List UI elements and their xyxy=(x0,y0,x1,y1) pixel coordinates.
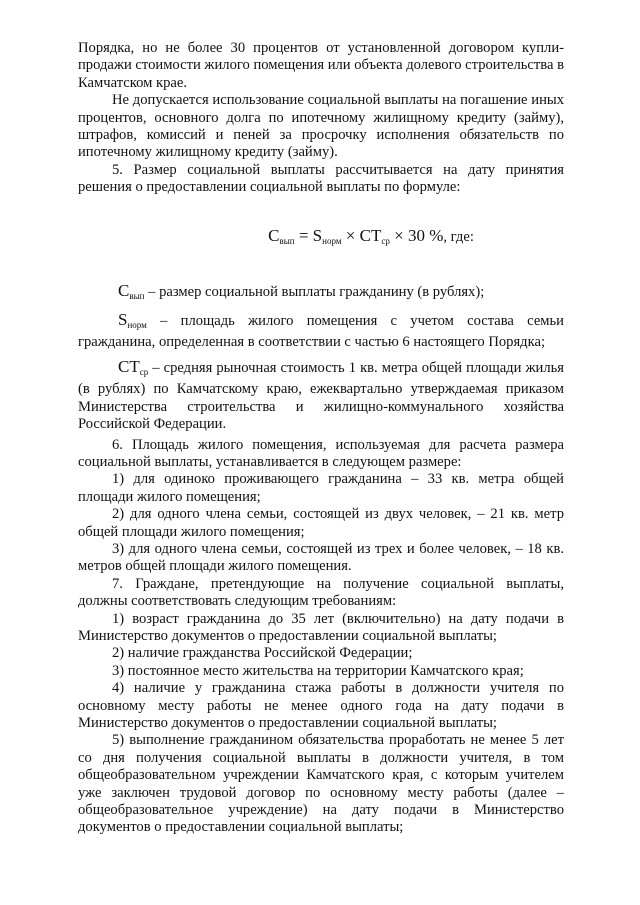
formula-s-sub: норм xyxy=(322,235,342,246)
definition-subscript: норм xyxy=(127,320,147,331)
definition-symbol: С xyxy=(118,280,130,300)
formula-tail: , где: xyxy=(443,228,474,245)
formula-s: S xyxy=(312,225,323,245)
definition-symbol: СТ xyxy=(118,356,140,376)
definition-text: – площадь жилого помещения с учетом состава семьи гражданина, определенная в соответствии с частью 6 настоящего Порядка; xyxy=(78,313,564,351)
payment-formula xyxy=(78,225,564,252)
formula-times-1: × xyxy=(341,225,360,245)
list-item: 5) выполнение гражданином обязательства проработать не менее 5 лет со дня получения социальной выплаты в должности учителя, в том общеобразовательном учреждении Камчатского края, с которым учителем уже заключен трудовой договор по основному месту работы (далее – общеобразовательное учреждение) на дату подачи в Министерство документов о предоставлении социальной выплаты; xyxy=(78,732,564,836)
definition-ct xyxy=(78,358,564,434)
definition-subscript: вып xyxy=(129,290,145,301)
list-item: 1) возраст гражданина до 35 лет (включительно) на дату подачи в Министерство документов о предоставлении социальной выплаты; xyxy=(78,610,564,644)
list-item: 3) для одного члена семьи, состоящей из трех и более человек, – 18 кв. метров общей площади жилого помещения. xyxy=(78,540,564,575)
list-item: 4) наличие у гражданина стажа работы в должности учителя по основному месту работы не менее одного года на дату подачи в Министерство документов о предоставлении социальной выплаты; xyxy=(78,680,564,731)
list-item: 3) постоянное место жительства на территории Камчатского края; xyxy=(112,662,524,679)
formula-ct: СТ xyxy=(359,225,382,245)
paragraph-7: 7. Граждане, претендующие на получение социальной выплаты, должны соответствовать следующим требованиям: xyxy=(78,575,564,610)
formula-eq: = xyxy=(294,225,313,245)
paragraph-continuation: Порядка, но не более 30 процентов от установленной договором купли-продажи стоимости жилого помещения или объекта долевого строительства в Камчатском крае. xyxy=(78,40,564,91)
list-item: 2) наличие гражданства Российской Федерации; xyxy=(112,645,413,662)
list-item: 2) для одного члена семьи, состоящей из двух человек, – 21 кв. метр общей площади жилого помещения; xyxy=(78,506,564,540)
formula-c-sub: вып xyxy=(279,235,295,246)
definition-symbol: S xyxy=(118,310,128,330)
paragraph-6: 6. Площадь жилого помещения, используемая для расчета размера социальной выплаты, устанавливается в следующем размере: xyxy=(78,436,564,470)
paragraph-prohibition: Не допускается использование социальной выплаты на погашение иных процентов, основного долга по ипотечному жилищному кредиту (займу), штрафов, комиссий и пеней за просрочку исполнения обязательств по ипотечному жилищному кредиту (займу). xyxy=(78,92,564,161)
formula-pct: 30 % xyxy=(407,225,444,245)
definition-s xyxy=(78,311,564,352)
definition-subscript: ср xyxy=(139,366,149,377)
definition-c xyxy=(78,282,564,305)
formula-c: С xyxy=(268,225,280,245)
paragraph-5: 5. Размер социальной выплаты рассчитывается на дату принятия решения о предоставлении социальной выплаты по формуле: xyxy=(78,161,564,196)
definition-text: – средняя рыночная стоимость 1 кв. метра общей площади жилья (в рублях) по Камчатскому краю, ежеквартально утверждаемая приказом Министерства строительства и жилищно-коммунального хозяйства Российской Федерации. xyxy=(78,359,564,433)
list-item: 1) для одиноко проживающего гражданина – 33 кв. метра общей площади жилого помещения; xyxy=(78,471,564,505)
formula-ct-sub: ср xyxy=(381,235,390,246)
formula-times-2: × xyxy=(389,225,408,245)
definition-text: – размер социальной выплаты гражданину (в рублях); xyxy=(144,283,485,300)
